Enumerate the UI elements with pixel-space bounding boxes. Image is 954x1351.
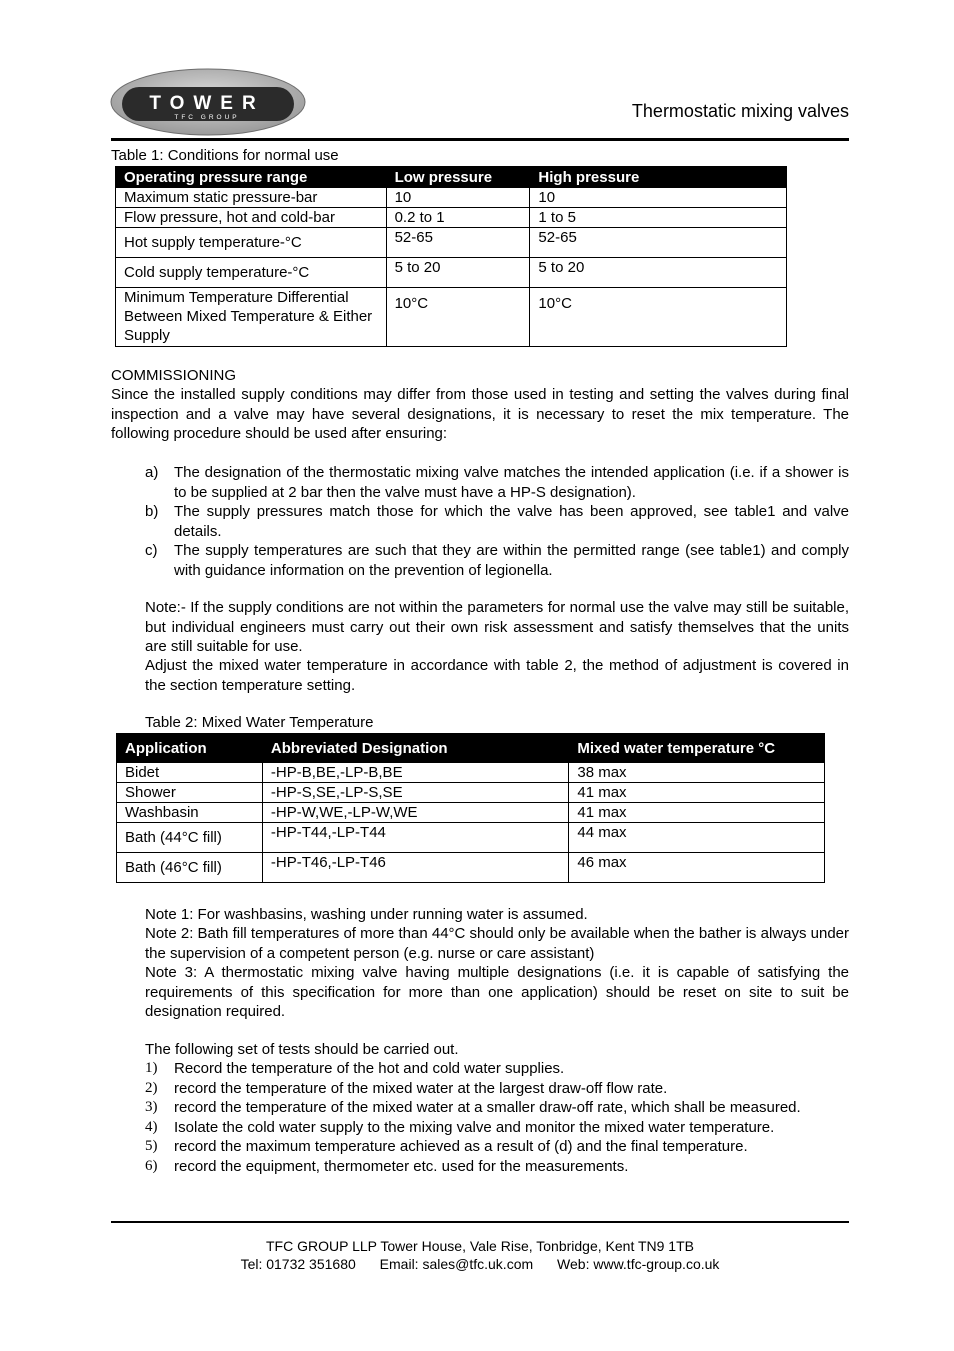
table-cell: 46 max bbox=[569, 853, 825, 883]
tower-logo bbox=[110, 68, 306, 136]
list-marker: b) bbox=[145, 503, 159, 520]
table-cell: Maximum static pressure-bar bbox=[116, 188, 387, 208]
logo-subtext: TFC GROUP bbox=[174, 114, 240, 121]
list-marker: a) bbox=[145, 464, 159, 481]
list-item bbox=[145, 1079, 849, 1099]
note-1: Note 1: For washbasins, washing under running water is assumed. bbox=[145, 906, 588, 923]
table-row bbox=[116, 228, 787, 258]
table1-header-row bbox=[116, 167, 787, 188]
list-item bbox=[145, 1059, 849, 1079]
note-2: Note 2: Bath fill temperatures of more than 44°C should only be available when the bather is always under the supervision of a competent person (e.g. nurse or care assistant) bbox=[145, 925, 849, 962]
table-cell: -HP-T46,-LP-T46 bbox=[262, 853, 568, 883]
footer-web: Web: www.tfc-group.co.uk bbox=[557, 1256, 720, 1272]
table-cell: -HP-W,WE,-LP-W,WE bbox=[262, 803, 568, 823]
table-cell: Bath (46°C fill) bbox=[117, 853, 263, 883]
table-cell: -HP-B,BE,-LP-B,BE bbox=[262, 763, 568, 783]
table2-header-cell: Abbreviated Designation bbox=[262, 734, 568, 763]
list-marker: 6) bbox=[145, 1157, 158, 1174]
table2-header-row bbox=[117, 734, 825, 763]
table-cell: -HP-S,SE,-LP-S,SE bbox=[262, 783, 568, 803]
list-item-text: Isolate the cold water supply to the mixing valve and monitor the mixed water temperature. bbox=[174, 1118, 775, 1136]
table-row bbox=[117, 823, 825, 853]
footer-address: TFC GROUP LLP Tower House, Vale Rise, Tonbridge, Kent TN9 1TB bbox=[266, 1238, 694, 1254]
footer-email: Email: sales@tfc.uk.com bbox=[379, 1256, 534, 1272]
table1 bbox=[115, 166, 787, 347]
table2-caption: Table 2: Mixed Water Temperature bbox=[145, 714, 374, 731]
table-cell: 1 to 5 bbox=[530, 208, 787, 228]
table-cell: 52-65 bbox=[386, 228, 530, 258]
list-item bbox=[145, 463, 849, 502]
list-item bbox=[145, 1137, 849, 1157]
table-cell: 10°C bbox=[530, 288, 787, 347]
list-item-text: record the temperature of the mixed water at a smaller draw-off rate, which shall be measured. bbox=[174, 1099, 801, 1116]
table-row bbox=[116, 188, 787, 208]
list-item bbox=[145, 541, 849, 580]
list-marker: c) bbox=[145, 542, 158, 559]
tests-intro: The following set of tests should be carried out. bbox=[145, 1041, 459, 1058]
commissioning-adjust: Adjust the mixed water temperature in accordance with table 2, the method of adjustment is covered in the section temperature setting. bbox=[145, 657, 849, 694]
page-title: Thermostatic mixing valves bbox=[631, 101, 849, 121]
table-cell: 5 to 20 bbox=[386, 258, 530, 288]
list-item-text: Record the temperature of the hot and cold water supplies. bbox=[174, 1060, 565, 1077]
logo-text: TOWER bbox=[149, 93, 265, 114]
table-row bbox=[117, 803, 825, 823]
table-cell: 5 to 20 bbox=[530, 258, 787, 288]
list-item-text: record the equipment, thermometer etc. used for the measurements. bbox=[174, 1157, 629, 1175]
table2 bbox=[116, 733, 825, 883]
table-cell: Bidet bbox=[117, 763, 263, 783]
list-item bbox=[145, 1118, 849, 1138]
table-row bbox=[116, 258, 787, 288]
table1-header-cell: Operating pressure range bbox=[116, 167, 387, 188]
table-cell: 38 max bbox=[569, 763, 825, 783]
list-marker: 1) bbox=[145, 1060, 158, 1076]
list-item bbox=[145, 1098, 849, 1118]
table-row bbox=[116, 208, 787, 228]
table-cell: Hot supply temperature-°C bbox=[116, 228, 387, 258]
table-cell: 0.2 to 1 bbox=[386, 208, 530, 228]
header-rule bbox=[111, 138, 849, 141]
table-row bbox=[116, 288, 787, 347]
table-cell: Bath (44°C fill) bbox=[117, 823, 263, 853]
table-cell: Shower bbox=[117, 783, 263, 803]
table-cell: Flow pressure, hot and cold-bar bbox=[116, 208, 387, 228]
list-marker: 4) bbox=[145, 1118, 158, 1135]
table-row bbox=[117, 853, 825, 883]
table-cell: 41 max bbox=[569, 803, 825, 823]
table-row bbox=[117, 783, 825, 803]
table-cell: 52-65 bbox=[530, 228, 787, 258]
table-row bbox=[117, 763, 825, 783]
table-cell: 10 bbox=[530, 188, 787, 208]
commissioning-heading: COMMISSIONING bbox=[111, 367, 237, 384]
table-cell: Washbasin bbox=[117, 803, 263, 823]
list-marker: 3) bbox=[145, 1099, 158, 1115]
table-cell: 41 max bbox=[569, 783, 825, 803]
list-item-text: The supply pressures match those for which the valve has been approved, see table1 and valve details. bbox=[174, 503, 849, 540]
table-cell: Cold supply temperature-°C bbox=[116, 258, 387, 288]
table-cell: Minimum Temperature Differential Between Mixed Temperature & Either Supply bbox=[116, 288, 387, 347]
list-item-text: The designation of the thermostatic mixing valve matches the intended application (i.e. if a shower is to be supplied at 2 bar then the valve must have a HP-S designation). bbox=[174, 464, 849, 501]
commissioning-list bbox=[145, 463, 849, 580]
commissioning-note: Note:- If the supply conditions are not within the parameters for normal use the valve may still be suitable, but individual engineers must carry out their own risk assessment and satisfy themselves that the units are still suitable for use. bbox=[145, 599, 849, 655]
list-item bbox=[145, 1157, 849, 1177]
table-cell: 44 max bbox=[569, 823, 825, 853]
commissioning-intro: Since the installed supply conditions may differ from those used in testing and setting the valves during final inspection and a valve may have several designations, it is necessary to reset the mix temperature. The following procedure should be used after ensuring: bbox=[111, 386, 849, 442]
table2-header-cell: Application bbox=[117, 734, 263, 763]
table1-caption: Table 1: Conditions for normal use bbox=[111, 147, 339, 164]
table1-header-cell: High pressure bbox=[530, 167, 787, 188]
list-marker: 2) bbox=[145, 1079, 158, 1096]
table-cell: 10°C bbox=[386, 288, 530, 347]
note-3: Note 3: A thermostatic mixing valve having multiple designations (i.e. it is capable of satisfying the requirements of this specification for more than one application) should be reset on site to suit be designation required. bbox=[145, 964, 849, 1020]
table1-header-cell: Low pressure bbox=[386, 167, 530, 188]
list-marker: 5) bbox=[145, 1138, 158, 1154]
list-item-text: record the maximum temperature achieved as a result of (d) and the final temperature. bbox=[174, 1138, 748, 1155]
table-cell: 10 bbox=[386, 188, 530, 208]
table-cell: -HP-T44,-LP-T44 bbox=[262, 823, 568, 853]
list-item-text: record the temperature of the mixed water at the largest draw-off flow rate. bbox=[174, 1079, 668, 1097]
table2-header-cell: Mixed water temperature °C bbox=[569, 734, 825, 763]
list-item bbox=[145, 502, 849, 541]
footer-tel: Tel: 01732 351680 bbox=[240, 1256, 356, 1272]
list-item-text: The supply temperatures are such that they are within the permitted range (see table1) and comply with guidance information on the prevention of legionella. bbox=[174, 542, 849, 579]
tests-list bbox=[145, 1059, 849, 1176]
footer-rule bbox=[111, 1221, 849, 1223]
footer-contacts bbox=[111, 1255, 849, 1273]
